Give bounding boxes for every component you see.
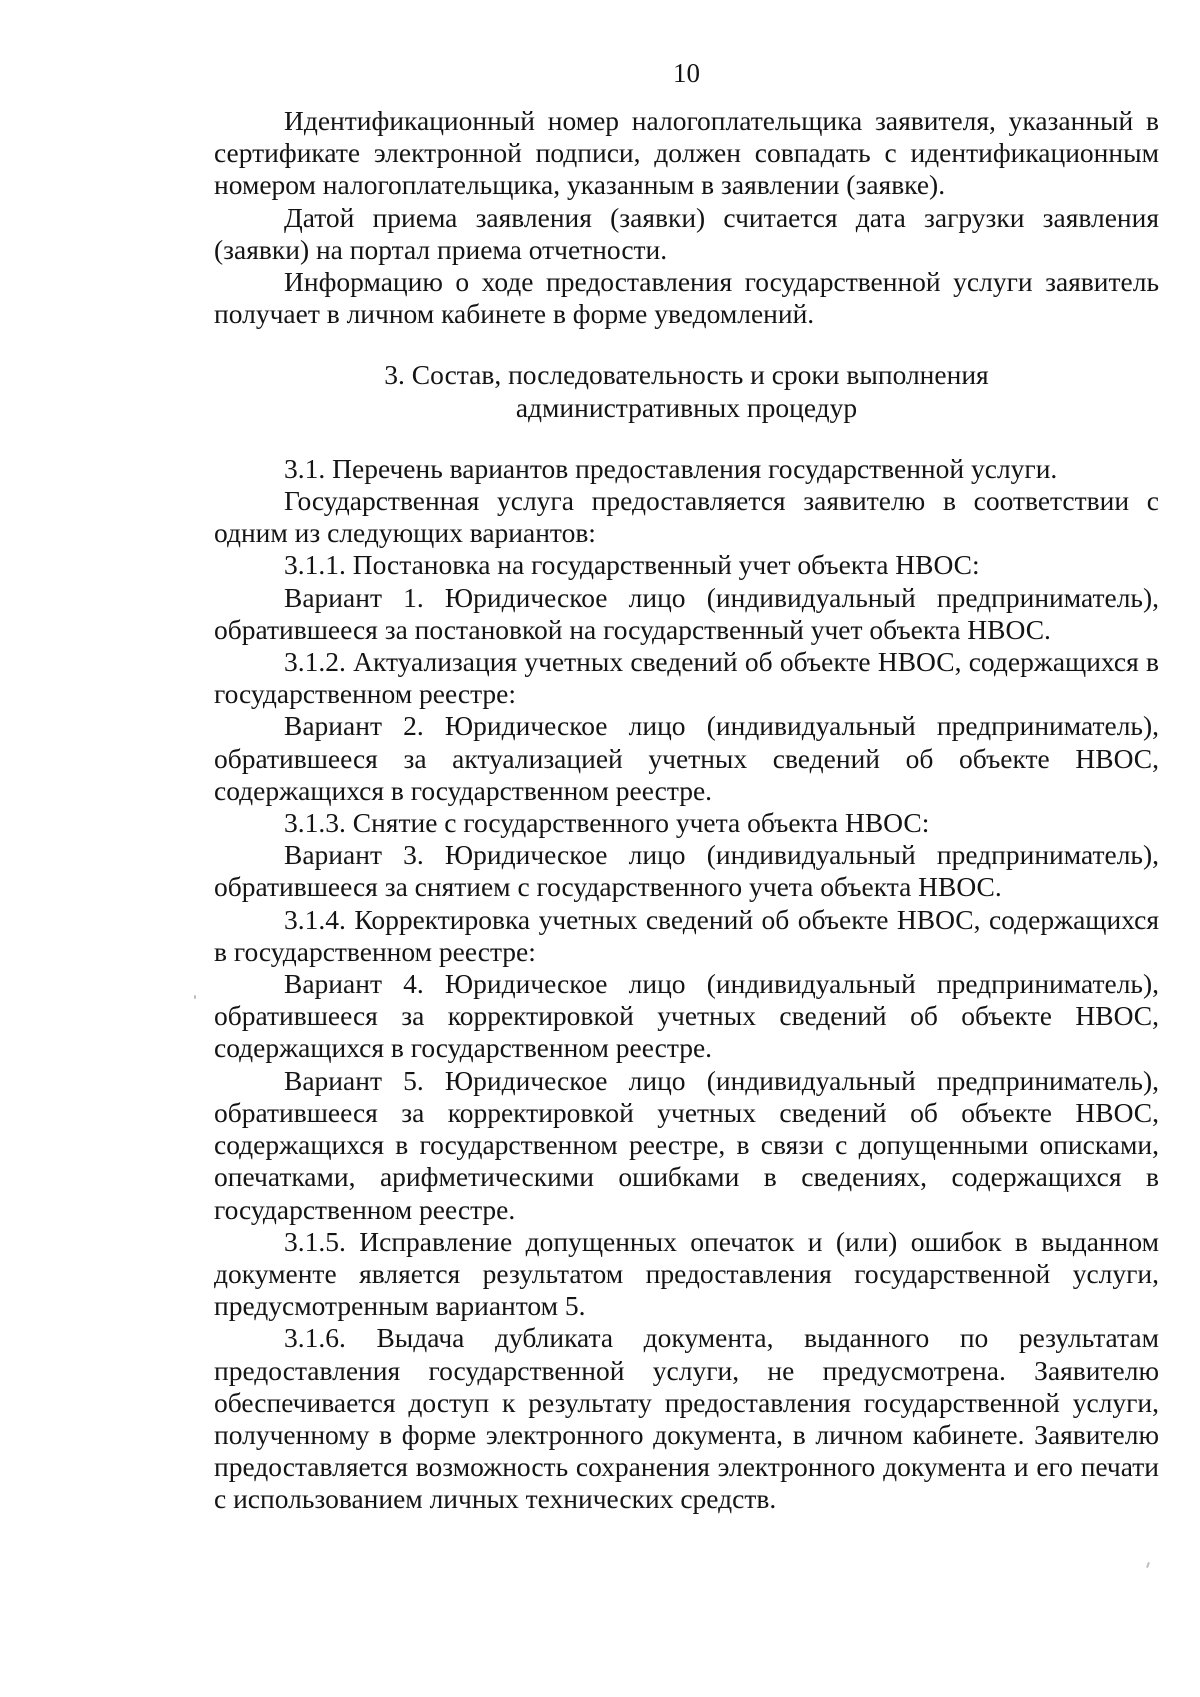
- section-heading-line-2: административных процедур: [515, 391, 858, 423]
- paragraph-variant-1: Вариант 1. Юридическое лицо (индивидуальный предприниматель), обратившееся за постановкой на государственный учет объекта НВОС.: [214, 581, 1159, 645]
- paragraph-progress-info: Информацию о ходе предоставления государственной услуги заявитель получает в личном кабинете в форме уведомлений.: [214, 266, 1159, 330]
- paragraph-3-1-1: 3.1.1. Постановка на государственный учет объекта НВОС:: [284, 549, 980, 581]
- document-page: [214, 60, 1159, 1516]
- paragraph-variant-3: Вариант 3. Юридическое лицо (индивидуальный предприниматель), обратившееся за снятием с государственного учета объекта НВОС.: [214, 839, 1159, 903]
- paragraph-variant-2: Вариант 2. Юридическое лицо (индивидуальный предприниматель), обратившееся за актуализацией учетных сведений об объекте НВОС, содержащихся в государственном реестре.: [214, 710, 1159, 806]
- scan-speck: [194, 995, 196, 999]
- paragraph-receipt-date: Датой приема заявления (заявки) считается дата загрузки заявления (заявки) на портал приема отчетности.: [214, 201, 1159, 265]
- paragraph-variant-4: Вариант 4. Юридическое лицо (индивидуальный предприниматель), обратившееся за корректировкой учетных сведений об объекте НВОС, содержащихся в государственном реестре.: [214, 968, 1159, 1064]
- section-heading-line-1: 3. Состав, последовательность и сроки выполнения: [384, 359, 989, 391]
- scan-speck: [1146, 1562, 1150, 1568]
- page-number: 10: [673, 58, 700, 88]
- paragraph-3-1-2: 3.1.2. Актуализация учетных сведений об объекте НВОС, содержащихся в государственном реестре:: [214, 646, 1159, 710]
- paragraph-service-variants: Государственная услуга предоставляется заявителю в соответствии с одним из следующих вариантов:: [214, 485, 1159, 549]
- paragraph-3-1-6: 3.1.6. Выдача дубликата документа, выданного по результатам предоставления государственной услуги, не предусмотрена. Заявителю обеспечивается доступ к результату предоставления государственной услуги, полученному в форме электронного документа, в личном кабинете. Заявителю предоставляется возможность сохранения электронного документа и его печати с использованием личных технических средств.: [214, 1322, 1159, 1515]
- paragraph-3-1: 3.1. Перечень вариантов предоставления государственной услуги.: [284, 452, 1058, 484]
- paragraph-3-1-5: 3.1.5. Исправление допущенных опечаток и (или) ошибок в выданном документе является результатом предоставления государственной услуги, предусмотренным вариантом 5.: [214, 1225, 1159, 1322]
- paragraph-variant-5: Вариант 5. Юридическое лицо (индивидуальный предприниматель), обратившееся за корректировкой учетных сведений об объекте НВОС, содержащихся в государственном реестре, в связи с допущенными описками, опечатками, арифметическими ошибками в сведениях, содержащихся в государственном реестре.: [214, 1064, 1159, 1225]
- section-heading: [214, 359, 1159, 423]
- paragraph-inn-match: Идентификационный номер налогоплательщика заявителя, указанный в сертификате электронной подписи, должен совпадать с идентификационным номером налогоплательщика, указанным в заявлении (заявке).: [214, 105, 1159, 201]
- paragraph-3-1-4: 3.1.4. Корректировка учетных сведений об объекте НВОС, содержащихся в государственном реестре:: [214, 903, 1159, 967]
- paragraph-3-1-3: 3.1.3. Снятие с государственного учета объекта НВОС:: [284, 807, 930, 839]
